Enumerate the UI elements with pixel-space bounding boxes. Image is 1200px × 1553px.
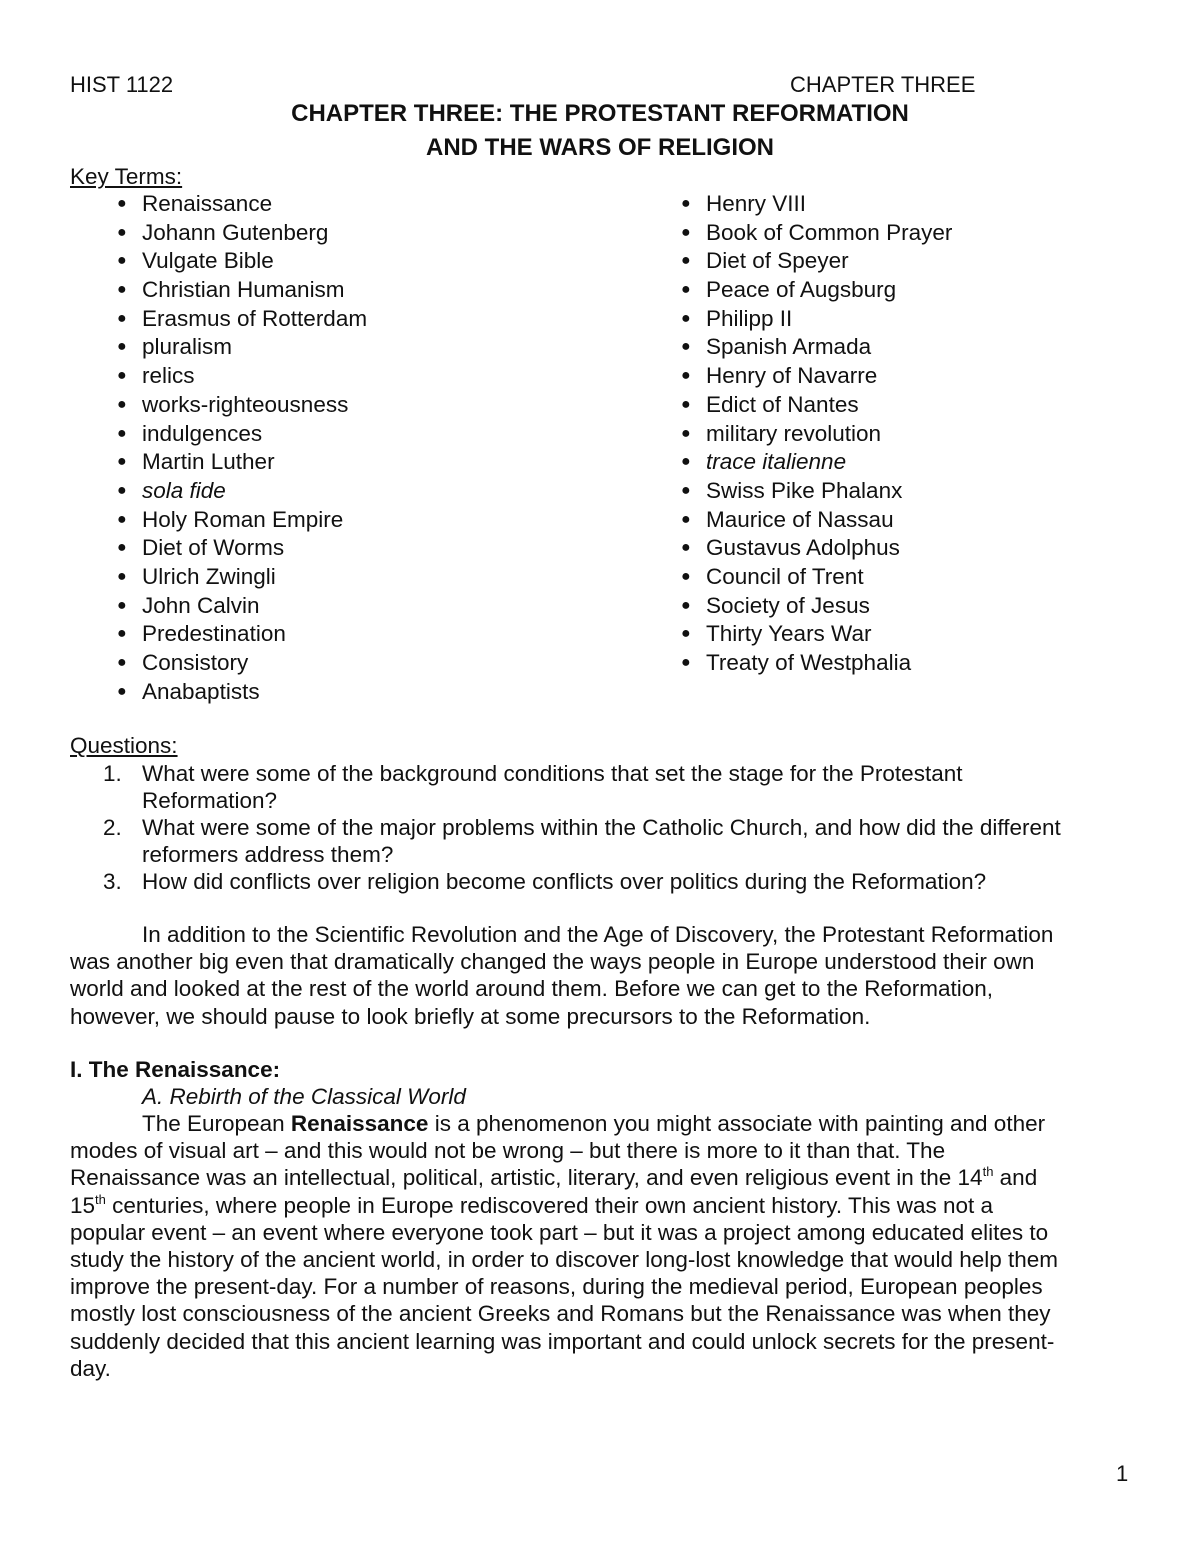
key-term-text: Spanish Armada bbox=[706, 334, 872, 360]
key-terms-label: Key Terms: bbox=[70, 164, 183, 189]
key-term-item bbox=[117, 420, 367, 449]
key-term-text: indulgences bbox=[142, 420, 263, 446]
bullet-icon: ● bbox=[117, 338, 127, 356]
chapter-label: CHAPTER THREE bbox=[790, 72, 976, 97]
key-term-item bbox=[681, 333, 952, 362]
paragraph-line: modes of visual art – and this would not be wrong – but there is more to it than that. The bbox=[70, 1138, 946, 1164]
key-term-text: Peace of Augsburg bbox=[706, 277, 897, 303]
key-term-text: Anabaptists bbox=[142, 678, 260, 704]
questions-label: Questions: bbox=[70, 733, 178, 758]
intro-paragraph bbox=[70, 921, 1130, 1030]
bullet-icon: ● bbox=[681, 596, 691, 614]
key-term-item bbox=[117, 362, 367, 391]
bullet-icon: ● bbox=[117, 654, 127, 671]
key-term-text: Vulgate Bible bbox=[142, 248, 274, 274]
paragraph-line bbox=[70, 1110, 1130, 1137]
page-number: 1 bbox=[1116, 1461, 1129, 1486]
question-text: What were some of the major problems within the Catholic Church, and how did the different bbox=[142, 815, 1061, 840]
bullet-icon: ● bbox=[117, 223, 127, 241]
bullet-icon: ● bbox=[117, 281, 127, 299]
key-term-item bbox=[681, 420, 952, 449]
key-terms-column-2 bbox=[681, 190, 953, 678]
key-term-text: John Calvin bbox=[142, 592, 260, 618]
bullet-icon: ● bbox=[681, 539, 691, 557]
text-run: Renaissance was an intellectual, political, artistic, literary, and even religious event in the 14 bbox=[70, 1165, 983, 1191]
text-run: centuries, where people in Europe rediscovered their own ancient history. This was not a bbox=[105, 1192, 994, 1218]
bullet-icon: ● bbox=[117, 195, 127, 212]
text-run: The European bbox=[142, 1111, 291, 1136]
key-term-item bbox=[681, 649, 952, 678]
key-term-text: Maurice of Nassau bbox=[706, 506, 894, 532]
paragraph-line: however, we should pause to look briefly at some precursors to the Reformation. bbox=[70, 1003, 871, 1029]
bullet-icon: ● bbox=[681, 654, 691, 671]
paragraph-line bbox=[70, 1192, 1130, 1219]
bullet-icon: ● bbox=[117, 625, 127, 643]
key-term-text: Gustavus Adolphus bbox=[706, 535, 900, 561]
paragraph-line: world and looked at the rest of the world around them. Before we can get to the Reformation, bbox=[70, 976, 994, 1002]
key-term-item bbox=[117, 247, 367, 276]
key-term-item bbox=[681, 592, 952, 621]
key-term-text: Consistory bbox=[142, 650, 249, 675]
superscript: th bbox=[95, 1191, 106, 1207]
bullet-icon: ● bbox=[681, 625, 691, 643]
key-term-item bbox=[117, 563, 367, 592]
key-term-item bbox=[681, 563, 952, 592]
key-term-text: pluralism bbox=[142, 334, 233, 360]
text-run: 15 bbox=[70, 1192, 96, 1218]
key-term-text: Henry of Navarre bbox=[706, 363, 878, 389]
key-term-item bbox=[681, 247, 952, 276]
key-term-item bbox=[681, 276, 952, 305]
paragraph-line: In addition to the Scientific Revolution and the Age of Discovery, the Protestant Reformation bbox=[142, 922, 1054, 947]
bullet-icon: ● bbox=[681, 195, 691, 212]
bullet-icon: ● bbox=[117, 510, 127, 528]
key-term-text: Erasmus of Rotterdam bbox=[142, 305, 368, 331]
key-term-bold: Renaissance bbox=[290, 1111, 429, 1136]
chapter-title-line2: AND THE WARS OF RELIGION bbox=[426, 134, 774, 161]
key-term-item bbox=[681, 534, 952, 563]
key-term-text: Society of Jesus bbox=[706, 592, 870, 618]
bullet-icon: ● bbox=[117, 252, 127, 270]
key-term-text: Thirty Years War bbox=[706, 621, 872, 647]
key-term-item bbox=[117, 678, 367, 707]
key-term-item bbox=[681, 305, 952, 334]
bullet-icon: ● bbox=[117, 481, 127, 499]
question-number: 3. bbox=[103, 869, 122, 894]
key-term-item bbox=[117, 620, 367, 649]
bullet-icon: ● bbox=[681, 424, 691, 442]
bullet-icon: ● bbox=[681, 510, 691, 528]
question-text: How did conflicts over religion become conflicts over politics during the Reformation? bbox=[142, 869, 987, 894]
renaissance-paragraph bbox=[70, 1110, 1130, 1382]
bullet-icon: ● bbox=[117, 395, 127, 413]
key-term-item bbox=[681, 448, 952, 477]
key-term-item bbox=[117, 276, 367, 305]
key-term-text: relics bbox=[142, 363, 195, 389]
paragraph-line bbox=[70, 1164, 1130, 1191]
key-term-text: Johann Gutenberg bbox=[142, 219, 329, 245]
key-term-item bbox=[117, 534, 367, 563]
key-term-text: Book of Common Prayer bbox=[706, 219, 953, 245]
question-number: 2. bbox=[103, 815, 122, 840]
key-term-item bbox=[681, 362, 952, 391]
bullet-icon: ● bbox=[681, 338, 691, 356]
bullet-icon: ● bbox=[681, 367, 691, 385]
bullet-icon: ● bbox=[681, 252, 691, 270]
bullet-icon: ● bbox=[681, 453, 691, 471]
section-heading: I. The Renaissance: bbox=[70, 1057, 281, 1082]
key-term-text: Renaissance bbox=[142, 191, 273, 216]
key-term-text: Holy Roman Empire bbox=[142, 506, 344, 532]
paragraph-line: day. bbox=[70, 1355, 111, 1381]
key-term-text: Ulrich Zwingli bbox=[142, 563, 276, 589]
paragraph-line: improve the present-day. For a number of reasons, during the medieval period, European peoples bbox=[70, 1274, 1043, 1300]
bullet-icon: ● bbox=[681, 395, 691, 413]
bullet-icon: ● bbox=[117, 596, 127, 614]
question-text-cont: reformers address them? bbox=[142, 842, 394, 868]
key-term-text: Swiss Pike Phalanx bbox=[706, 477, 903, 503]
key-term-item bbox=[117, 592, 367, 621]
key-term-item bbox=[117, 190, 367, 219]
key-term-item bbox=[681, 219, 953, 248]
superscript: th bbox=[982, 1164, 994, 1180]
key-term-item bbox=[681, 506, 952, 535]
key-term-text: Edict of Nantes bbox=[706, 391, 859, 417]
course-code: HIST 1122 bbox=[70, 72, 174, 97]
key-term-item bbox=[681, 190, 952, 219]
bullet-icon: ● bbox=[117, 453, 127, 471]
key-term-item bbox=[117, 391, 367, 420]
bullet-icon: ● bbox=[117, 424, 127, 442]
key-term-text: sola fide bbox=[142, 477, 226, 503]
bullet-icon: ● bbox=[117, 367, 127, 385]
paragraph-line: study the history of the ancient world, in order to discover long-lost knowledge that would help them bbox=[70, 1246, 1059, 1272]
question-number: 1. bbox=[103, 761, 122, 786]
key-term-item bbox=[117, 305, 368, 334]
key-term-text: Philipp II bbox=[706, 305, 793, 331]
paragraph-line: suddenly decided that this ancient learning was important and could unlock secrets for the present- bbox=[70, 1328, 1055, 1354]
bullet-icon: ● bbox=[681, 223, 691, 241]
key-term-text: works-righteousness bbox=[142, 391, 349, 417]
key-term-text: Christian Humanism bbox=[142, 277, 345, 303]
key-term-item bbox=[117, 649, 367, 678]
key-term-text: Diet of Worms bbox=[142, 535, 285, 561]
paragraph-line: popular event – an event where everyone took part – but it was a project among educated elites to bbox=[70, 1219, 1049, 1245]
key-term-item bbox=[681, 391, 952, 420]
key-term-item bbox=[117, 477, 367, 506]
key-term-item bbox=[117, 219, 367, 248]
bullet-icon: ● bbox=[117, 539, 127, 557]
key-term-text: Henry VIII bbox=[706, 191, 807, 216]
bullet-icon: ● bbox=[117, 682, 127, 700]
key-term-item bbox=[117, 333, 367, 362]
key-term-text: Predestination bbox=[142, 621, 286, 647]
bullet-icon: ● bbox=[117, 567, 127, 585]
bullet-icon: ● bbox=[681, 567, 691, 585]
key-term-text: Martin Luther bbox=[142, 449, 275, 475]
key-term-text: Treaty of Westphalia bbox=[706, 650, 912, 675]
key-term-item bbox=[681, 477, 952, 506]
key-term-text: Diet of Speyer bbox=[706, 248, 849, 274]
key-term-item bbox=[681, 620, 952, 649]
bullet-icon: ● bbox=[681, 309, 691, 327]
key-term-item bbox=[117, 448, 367, 477]
key-term-text: Council of Trent bbox=[706, 563, 864, 589]
question-text: What were some of the background conditions that set the stage for the Protestant bbox=[142, 761, 963, 786]
question-text-cont: Reformation? bbox=[142, 788, 278, 814]
chapter-title-line1: CHAPTER THREE: THE PROTESTANT REFORMATION bbox=[291, 100, 909, 127]
text-run: and bbox=[993, 1165, 1038, 1191]
bullet-icon: ● bbox=[681, 481, 691, 499]
key-terms-column-1 bbox=[117, 190, 368, 706]
paragraph-line: was another big even that dramatically changed the ways people in Europe understood their own bbox=[70, 949, 1035, 975]
paragraph-line: mostly lost consciousness of the ancient Greeks and Romans but the Renaissance was when they bbox=[70, 1301, 1051, 1327]
key-term-text: trace italienne bbox=[706, 449, 847, 475]
bullet-icon: ● bbox=[681, 281, 691, 299]
text-run: is a phenomenon you might associate with painting and other bbox=[428, 1111, 1046, 1136]
key-term-item bbox=[117, 506, 367, 535]
subsection-heading: A. Rebirth of the Classical World bbox=[142, 1084, 466, 1109]
bullet-icon: ● bbox=[117, 309, 127, 327]
key-term-text: military revolution bbox=[706, 420, 882, 446]
